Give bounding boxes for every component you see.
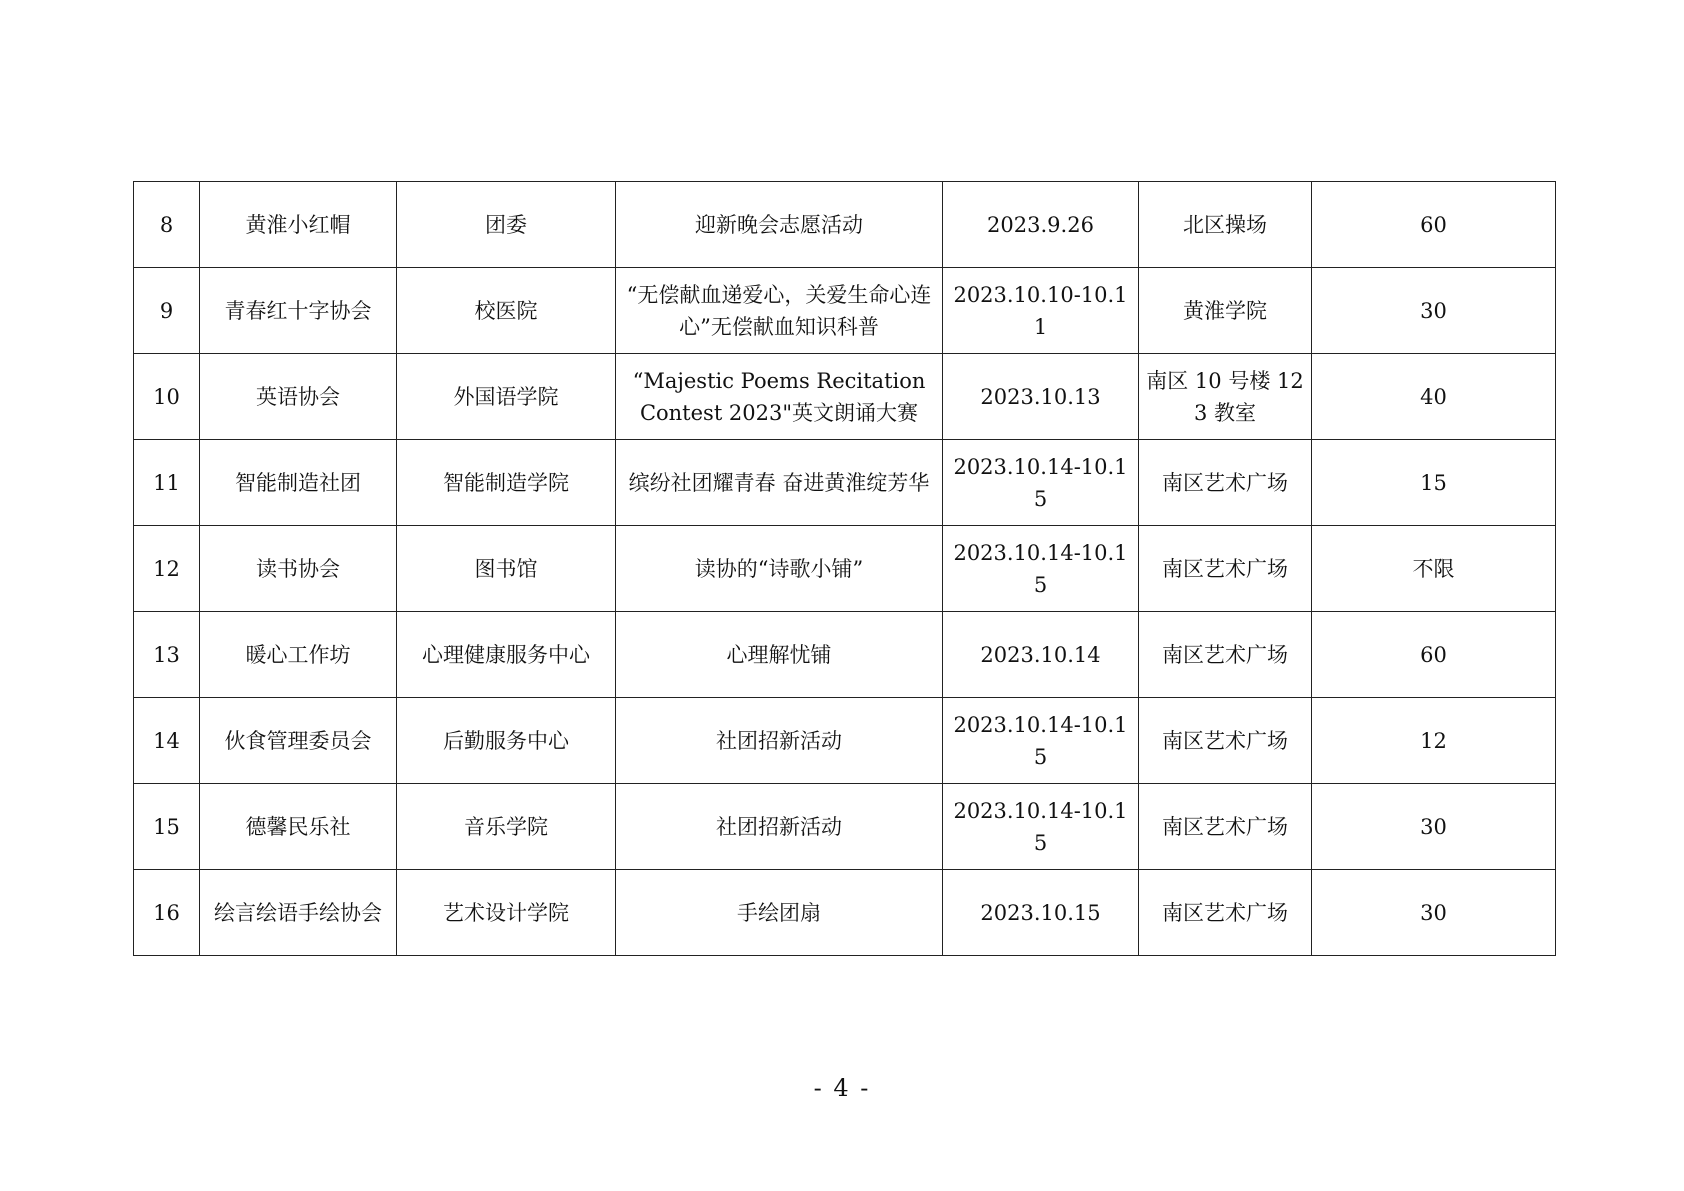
activity-place-cell: 南区艺术广场 [1139, 698, 1312, 784]
activity-date-cell: 2023.10.10-10.11 [943, 268, 1139, 354]
club-name-cell: 德馨民乐社 [200, 784, 397, 870]
club-name-cell: 暖心工作坊 [200, 612, 397, 698]
guiding-unit-cell: 艺术设计学院 [397, 870, 616, 956]
activity-place-cell: 南区艺术广场 [1139, 526, 1312, 612]
club-name-cell: 智能制造社团 [200, 440, 397, 526]
participant-count-cell: 12 [1312, 698, 1556, 784]
participant-count-cell: 30 [1312, 268, 1556, 354]
row-number-cell: 11 [134, 440, 200, 526]
activity-place-cell: 南区艺术广场 [1139, 870, 1312, 956]
club-name-cell: 黄淮小红帽 [200, 182, 397, 268]
activity-date-cell: 2023.10.14-10.15 [943, 784, 1139, 870]
activity-date-cell: 2023.10.15 [943, 870, 1139, 956]
activity-place-cell: 南区 10 号楼 123 教室 [1139, 354, 1312, 440]
table-row [134, 784, 1556, 870]
row-number-cell: 14 [134, 698, 200, 784]
activity-name-cell: 手绘团扇 [616, 870, 943, 956]
guiding-unit-cell: 音乐学院 [397, 784, 616, 870]
activity-date-cell: 2023.10.14-10.15 [943, 440, 1139, 526]
row-number-cell: 8 [134, 182, 200, 268]
guiding-unit-cell: 外国语学院 [397, 354, 616, 440]
activity-place-cell: 北区操场 [1139, 182, 1312, 268]
table-row [134, 182, 1556, 268]
activity-name-cell: 读协的“诗歌小铺” [616, 526, 943, 612]
table-row [134, 612, 1556, 698]
activity-name-cell: 社团招新活动 [616, 784, 943, 870]
row-number-cell: 12 [134, 526, 200, 612]
row-number-cell: 16 [134, 870, 200, 956]
activity-date-cell: 2023.10.14-10.15 [943, 526, 1139, 612]
table-row [134, 268, 1556, 354]
activity-name-cell: 社团招新活动 [616, 698, 943, 784]
table-row [134, 526, 1556, 612]
row-number-cell: 15 [134, 784, 200, 870]
activity-date-cell: 2023.9.26 [943, 182, 1139, 268]
guiding-unit-cell: 校医院 [397, 268, 616, 354]
participant-count-cell: 不限 [1312, 526, 1556, 612]
activity-place-cell: 南区艺术广场 [1139, 784, 1312, 870]
row-number-cell: 13 [134, 612, 200, 698]
participant-count-cell: 60 [1312, 182, 1556, 268]
club-name-cell: 青春红十字协会 [200, 268, 397, 354]
activity-name-cell: 心理解忧铺 [616, 612, 943, 698]
activity-date-cell: 2023.10.14-10.15 [943, 698, 1139, 784]
guiding-unit-cell: 智能制造学院 [397, 440, 616, 526]
activity-table [133, 181, 1556, 956]
table-row [134, 870, 1556, 956]
activity-place-cell: 南区艺术广场 [1139, 612, 1312, 698]
table-row [134, 354, 1556, 440]
participant-count-cell: 15 [1312, 440, 1556, 526]
guiding-unit-cell: 图书馆 [397, 526, 616, 612]
guiding-unit-cell: 心理健康服务中心 [397, 612, 616, 698]
participant-count-cell: 30 [1312, 784, 1556, 870]
page-number: - 4 - [813, 1074, 871, 1102]
activity-name-cell: 缤纷社团耀青春 奋进黄淮绽芳华 [616, 440, 943, 526]
row-number-cell: 10 [134, 354, 200, 440]
club-name-cell: 英语协会 [200, 354, 397, 440]
activity-name-cell: “Majestic Poems Recitation Contest 2023"英文朗诵大赛 [616, 354, 943, 440]
table-row [134, 698, 1556, 784]
table-row [134, 440, 1556, 526]
activity-name-cell: 迎新晚会志愿活动 [616, 182, 943, 268]
participant-count-cell: 30 [1312, 870, 1556, 956]
guiding-unit-cell: 后勤服务中心 [397, 698, 616, 784]
club-name-cell: 绘言绘语手绘协会 [200, 870, 397, 956]
participant-count-cell: 60 [1312, 612, 1556, 698]
activity-name-cell: “无偿献血递爱心，关爱生命心连心”无偿献血知识科普 [616, 268, 943, 354]
club-name-cell: 伙食管理委员会 [200, 698, 397, 784]
participant-count-cell: 40 [1312, 354, 1556, 440]
activity-place-cell: 黄淮学院 [1139, 268, 1312, 354]
club-name-cell: 读书协会 [200, 526, 397, 612]
activity-date-cell: 2023.10.13 [943, 354, 1139, 440]
guiding-unit-cell: 团委 [397, 182, 616, 268]
activity-date-cell: 2023.10.14 [943, 612, 1139, 698]
activity-place-cell: 南区艺术广场 [1139, 440, 1312, 526]
row-number-cell: 9 [134, 268, 200, 354]
